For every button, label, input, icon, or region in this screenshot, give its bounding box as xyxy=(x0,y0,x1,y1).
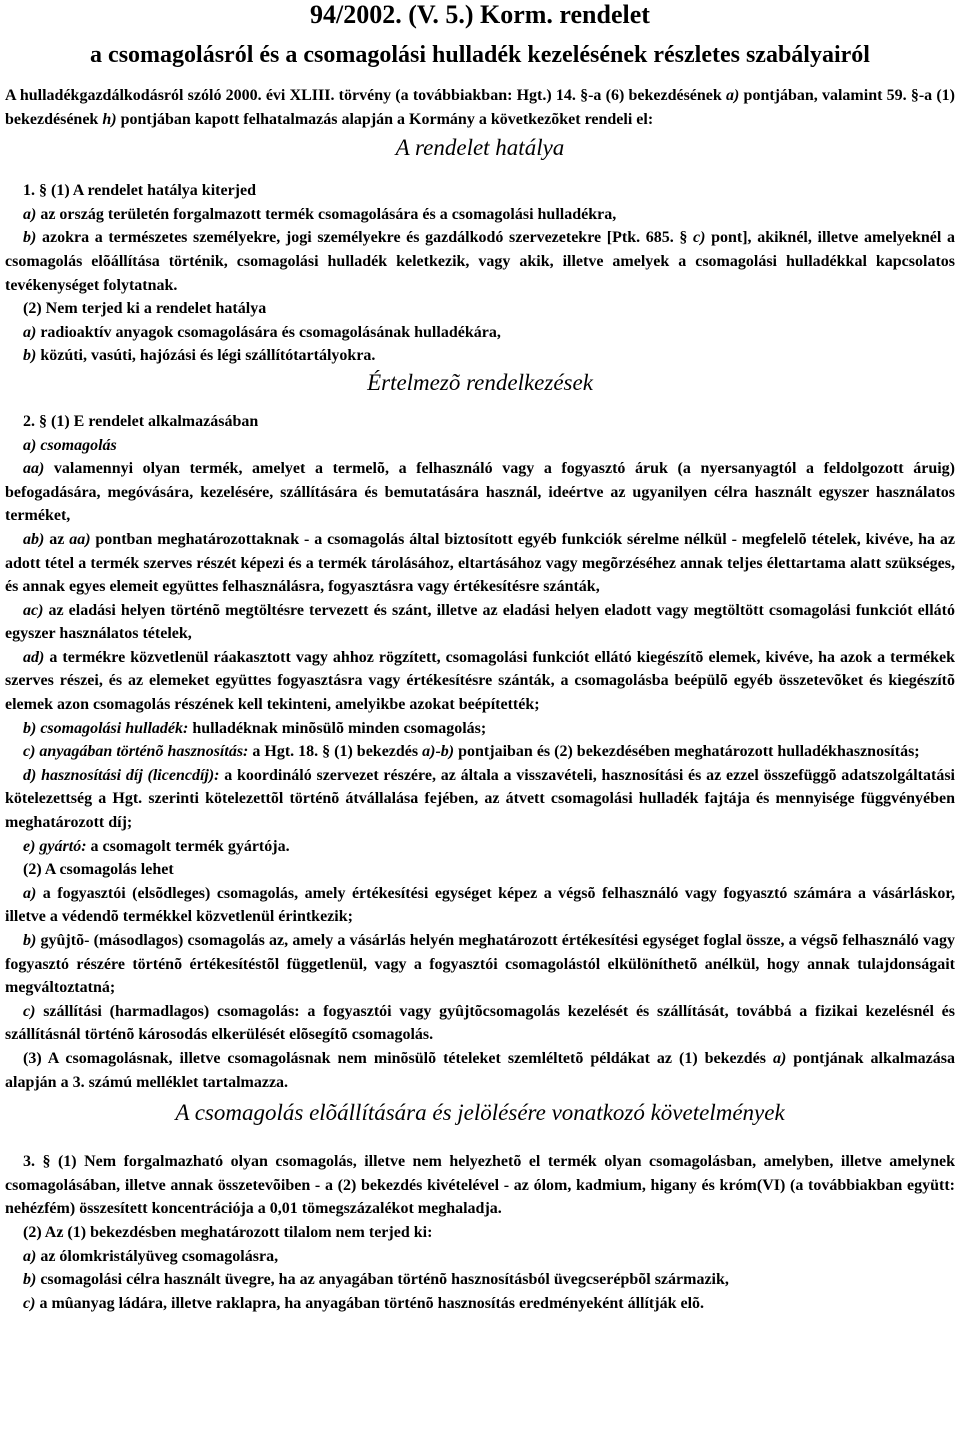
paragraph-1-head: 1. § (1) A rendelet hatálya kiterjed xyxy=(23,182,257,200)
item-label: c) anyagában történõ hasznosítás: xyxy=(23,743,249,761)
item-ref: c) xyxy=(693,229,706,247)
item-text: pontban meghatározottaknak - a csomagolás által biztosított egyéb funkciók sérelme nélkül - megfelelõ tételek, kivéve, ha az adott tétel a termék szerves részét képezi és a termék tárolásához, eltartásához vagy megõrzéséhez annak teljes élettartama alatt szükséges, és annak egyes elemeit együttes felhasználásra, fogyasztásra vagy értékesítésre szánták, xyxy=(5,530,955,596)
item-label: a) xyxy=(23,1247,37,1265)
item-label: e) gyártó: xyxy=(23,837,87,855)
preamble-text: A hulladékgazdálkodásról szóló 2000. évi XLIII. törvény (a továbbiakban: Hgt.) 14. §-a (6) bekezdésének xyxy=(5,87,727,104)
item-label: ad) xyxy=(23,648,45,666)
item-label: c) xyxy=(23,1002,36,1020)
document-subtitle: a csomagolásról és a csomagolási hulladék kezelésének részletes szabályairól xyxy=(90,42,870,68)
item-text: csomagolási célra használt üvegre, ha az anyagában történõ hasznosításból üvegcserépbõl származik, xyxy=(36,1271,729,1289)
paragraph-1-2-a xyxy=(5,321,955,345)
paragraph-2-2-c xyxy=(5,1000,955,1047)
item-label: a) xyxy=(23,205,37,223)
item-text: azokra a természetes személyekre, jogi személyekre és gazdálkodó szervezetekre [Ptk. 685. § xyxy=(36,229,694,247)
paragraph-3-2-c xyxy=(5,1292,955,1316)
item-label: b) xyxy=(23,932,37,949)
preamble xyxy=(5,84,955,131)
item-text: hulladéknak minõsülõ minden csomagolás; xyxy=(188,719,487,737)
item-text: az ólomkristályüveg csomagolásra, xyxy=(36,1247,279,1265)
preamble-ref: h) xyxy=(102,110,117,128)
paragraph-2-ad xyxy=(5,646,955,717)
item-text: pont], akiknél, illetve amelyeknél a csomagolás elõállítása történik, csomagolási hulladék keletkezik, vagy akik, illetve amelyek a csomagolási hulladékkal kapcsolatos tevékenységet folytatnak. xyxy=(5,229,955,294)
item-text: az eladási helyen történõ megtöltésre tervezett és szánt, illetve az eladási helyen eladott vagy megtöltött csomagolási funkciót ellátó egyszer használatos tételek, xyxy=(5,601,955,643)
section-heading-scope: A rendelet hatálya xyxy=(395,135,565,161)
item-text: a csomagolt termék gyártója. xyxy=(86,837,290,855)
item-text: pontjának alkalmazása alapján a 3. számú melléklet tartalmazza. xyxy=(5,1049,955,1091)
item-text: valamennyi olyan termék, amelyet a termelõ, a felhasználó vagy a fogyasztó áruk (a nyersanyagtól a feldolgozott áruig) befogadására, megóvására, kezelésére, szállítására és bemutatására használ, ideértve az ugyanilyen célra használt egyszer használatos terméket, xyxy=(5,460,955,525)
item-label: a) xyxy=(23,323,37,341)
item-text: a mûanyag ládára, illetve raklapra, ha anyagában történõ hasznosítás eredményeként állítják elõ. xyxy=(35,1294,705,1312)
preamble-text: pontjában kapott felhatalmazás alapján a Kormány a következõket rendeli el: xyxy=(116,110,654,128)
paragraph-1-2-b xyxy=(5,344,955,368)
item-ref: aa) xyxy=(69,530,91,548)
paragraph-3-2-b xyxy=(5,1268,955,1292)
item-text: a termékre közvetlenül ráakasztott vagy ahhoz rögzített, csomagolási funkciót ellátó kiegészítõ elemek, kivéve, ha azok a termékek szerves részei, és az elemeket együttes fogyasztásra vagy értékesítésre szánták, a csomagolásba beépülõ egyéb összetevõket és kiegészítõ elemek azon csomagolás részének kell tekinteni, amelyikbe azokat beépítették; xyxy=(5,648,955,714)
item-ref: a) xyxy=(772,1049,787,1067)
item-text: radioaktív anyagok csomagolására és csomagolásának hulladékára, xyxy=(36,323,501,341)
document-title: 94/2002. (V. 5.) Korm. rendelet xyxy=(310,0,650,29)
item-label: d) hasznosítási díj (licencdíj): xyxy=(23,766,220,784)
item-text: az xyxy=(44,530,70,548)
item-text: a fogyasztói (elsõdleges) csomagolás, amely értékesítési egységet képez a végsõ felhasználó vagy fogyasztó számára a vásárláskor, illetve a védendõ termékkel közvetlenül érintkezik; xyxy=(5,884,955,926)
paragraph-2-d xyxy=(5,764,955,835)
item-text: szállítási (harmadlagos) csomagolás: a fogyasztói vagy gyûjtõcsomagolás kezelését és szállítását, továbbá a fizikai kezelésnél és szállításnál történõ károsodás elkerülését elõsegítõ csomagolás. xyxy=(5,1002,955,1044)
section-heading-definitions: Értelmezõ rendelkezések xyxy=(367,369,593,395)
item-label: a) csomagolás xyxy=(23,436,117,454)
paragraph-2-a xyxy=(5,434,955,458)
item-text: közúti, vasúti, hajózási és légi szállítótartályokra. xyxy=(36,347,376,365)
item-label: b) csomagolási hulladék: xyxy=(23,719,189,737)
paragraph-1-b xyxy=(5,226,955,297)
paragraph-2-c xyxy=(5,740,955,764)
item-label: aa) xyxy=(23,460,45,478)
preamble-text: pontjában, valamint 59. §-a (1) bekezdésének xyxy=(5,87,956,128)
paragraph-3-2-head: (2) Az (1) bekezdésben meghatározott tilalom nem terjed ki: xyxy=(23,1223,433,1241)
item-label: ab) xyxy=(23,530,45,548)
item-text: a koordináló szervezet részére, az általa a visszavételi, hasznosítási és az ezzel összefüggõ adatszolgáltatási kötelezettség a Hgt. szerinti kötelezettõl történõ átvállalása fejében, az átvett csomagolási hulladék fajtája és mennyisége függvényében meghatározott díj; xyxy=(5,766,956,832)
item-text: (3) A csomagolásnak, illetve csomagolásnak nem minõsülõ tételeket szemléltetõ példákat az (1) bekezdés xyxy=(23,1049,773,1067)
paragraph-1-2-head: (2) Nem terjed ki a rendelet hatálya xyxy=(23,300,267,318)
paragraph-2-e xyxy=(5,835,955,859)
item-label: b) xyxy=(23,1271,37,1289)
item-label: a) xyxy=(23,884,37,902)
item-label: b) xyxy=(23,229,37,247)
paragraph-2-ac xyxy=(5,599,955,646)
item-label: ac) xyxy=(23,601,44,619)
paragraph-2-aa xyxy=(5,457,955,528)
item-ref: a)-b) xyxy=(422,743,455,761)
paragraph-2-head: 2. § (1) E rendelet alkalmazásában xyxy=(23,412,259,430)
document-page xyxy=(5,0,955,1315)
preamble-ref: a) xyxy=(726,87,740,104)
paragraph-2-3 xyxy=(5,1047,955,1094)
paragraph-2-2-head: (2) A csomagolás lehet xyxy=(23,861,174,879)
item-label: b) xyxy=(23,347,37,365)
item-label: c) xyxy=(23,1294,36,1312)
item-text: a Hgt. 18. § (1) bekezdés xyxy=(248,743,423,761)
item-text: az ország területén forgalmazott termék csomagolására és a csomagolási hulladékra, xyxy=(36,205,617,223)
section-heading-requirements: A csomagolás elõállítására és jelölésére vonatkozó követelmények xyxy=(175,1100,785,1126)
paragraph-3-2-a xyxy=(5,1245,955,1269)
item-text: gyûjtõ- (másodlagos) csomagolás az, amely a vásárlás helyén meghatározott értékesítési egységet foglal össze, a végsõ felhasználó vagy fogyasztó részére történõ értékesítéstõl függetlenül, vagy a fogyasztói csomagolástól elkülöníthetõ anélkül, hogy annak tulajdonságait megváltoztatná; xyxy=(5,932,955,997)
paragraph-2-ab xyxy=(5,528,955,599)
paragraph-3-head: 3. § (1) Nem forgalmazható olyan csomagolás, illetve nem helyezhetõ el termék olyan csomagolásban, amelyben, illetve amelynek csomagolásában, illetve annak összetevõiben - a (2) bekezdés kivételével - az ólom, kadmium, higany és króm(VI) (a továbbiakban együtt: nehézfém) összesített koncentrációja a 0,01 tömegszázalékot meghaladja. xyxy=(5,1153,955,1218)
paragraph-2-2-b xyxy=(5,929,955,1000)
item-text: pontjaiban és (2) bekezdésében meghatározott hulladékhasznosítás; xyxy=(454,743,920,761)
paragraph-2-2-a xyxy=(5,882,955,929)
paragraph-2-b xyxy=(5,717,955,741)
paragraph-1-a xyxy=(5,203,955,227)
